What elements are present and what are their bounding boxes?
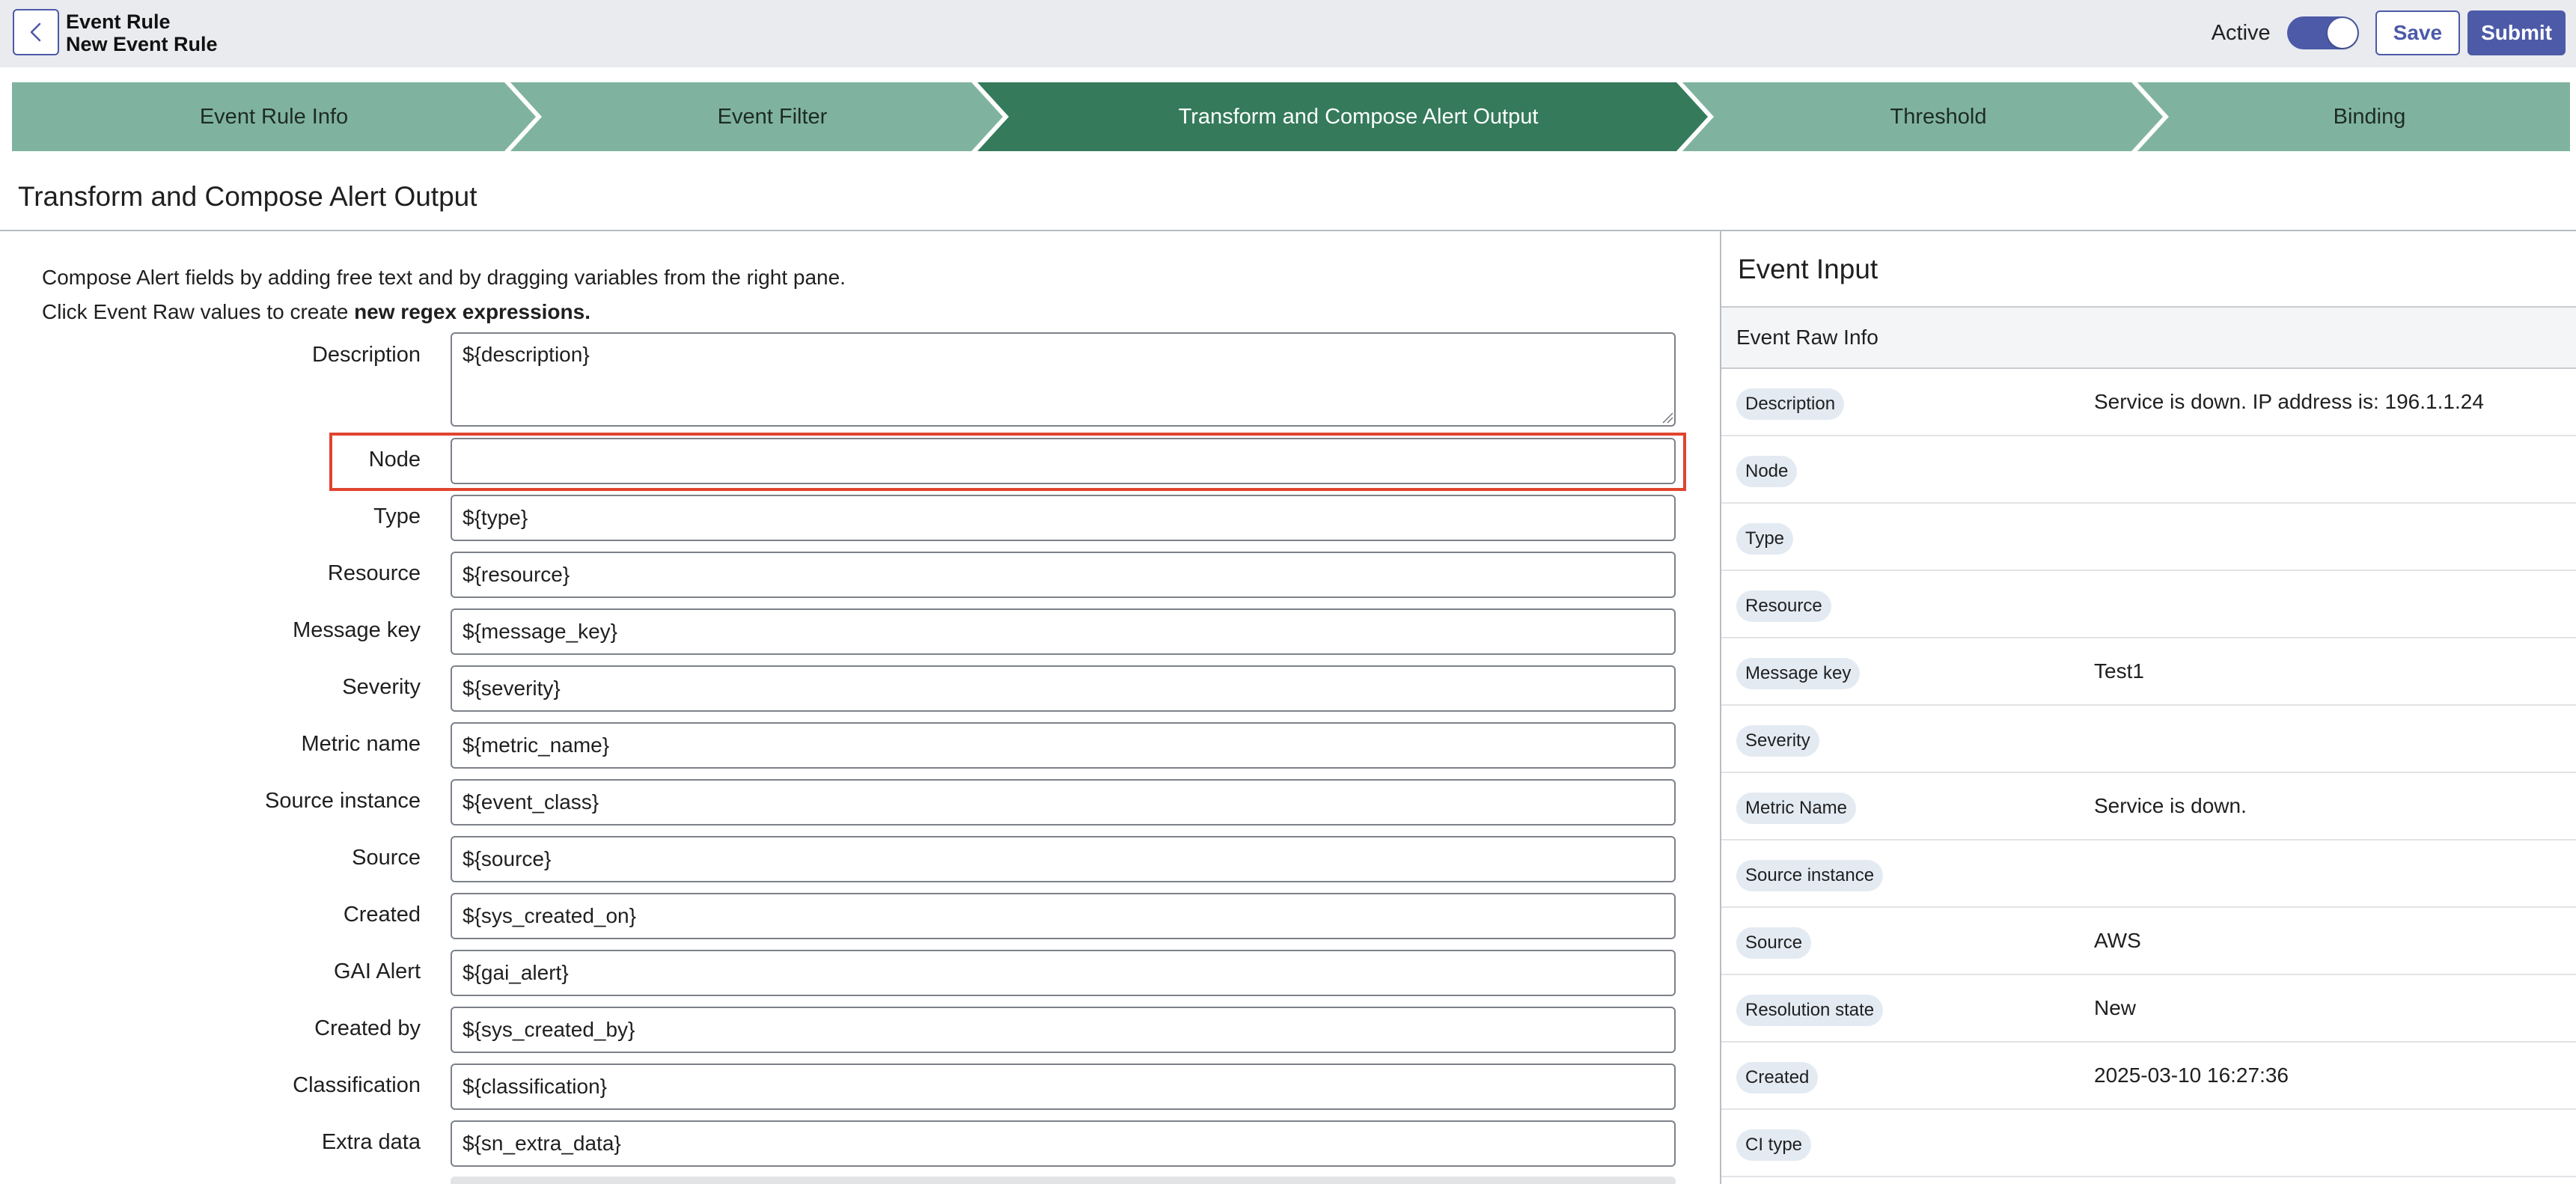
tab-transform-compose[interactable]: Transform and Compose Alert Output	[1178, 104, 1539, 129]
raw-row-type	[1721, 504, 2576, 571]
variable-chip-message-key[interactable]: Message key	[1736, 658, 1860, 689]
severity-label: Severity	[342, 675, 421, 699]
source-instance-label: Source instance	[265, 789, 421, 813]
raw-row-metric-name	[1721, 773, 2576, 840]
variable-chip-severity[interactable]: Severity	[1736, 725, 1819, 757]
severity-field[interactable]	[451, 665, 1676, 712]
resource-label: Resource	[327, 561, 421, 585]
raw-row-source-instance	[1721, 840, 2576, 908]
source-label: Source	[352, 846, 421, 870]
created-label: Created	[343, 903, 421, 927]
variable-chip-node[interactable]: Node	[1736, 456, 1797, 487]
save-button[interactable]: Save	[2375, 10, 2460, 55]
toggle-knob	[2328, 18, 2357, 48]
message-key-field[interactable]	[451, 608, 1676, 655]
section-title: Transform and Compose Alert Output	[18, 181, 477, 212]
event-input-pane	[1720, 231, 2576, 1184]
regex-link[interactable]: new regex expressions.	[354, 300, 590, 323]
raw-row-severity	[1721, 706, 2576, 773]
created-field[interactable]	[451, 893, 1676, 939]
raw-row-resolution-state	[1721, 975, 2576, 1043]
intro-text	[42, 260, 846, 329]
message-key-label: Message key	[293, 618, 421, 642]
type-field[interactable]	[451, 495, 1676, 541]
metric-name-field[interactable]	[451, 722, 1676, 769]
next-field-stub	[451, 1177, 1676, 1184]
tab-event-rule-info[interactable]: Event Rule Info	[199, 104, 349, 129]
submit-button[interactable]: Submit	[2467, 10, 2566, 55]
raw-value-resolution-state[interactable]: New	[2094, 996, 2137, 1019]
raw-value-description[interactable]: Service is down. IP address is: 196.1.1.24	[2094, 390, 2484, 413]
tab-threshold[interactable]: Threshold	[1890, 104, 1987, 129]
variable-chip-resource[interactable]: Resource	[1736, 591, 1831, 622]
raw-row-resource	[1721, 571, 2576, 638]
active-label: Active	[2211, 20, 2271, 45]
description-field[interactable]	[451, 332, 1676, 427]
raw-value-metric-name[interactable]: Service is down.	[2094, 794, 2247, 817]
node-label: Node	[368, 448, 421, 472]
header-bar	[0, 0, 2576, 67]
type-label: Type	[373, 504, 421, 528]
created-by-label: Created by	[314, 1016, 421, 1040]
description-label: Description	[311, 343, 421, 367]
variable-chip-description[interactable]: Description	[1736, 388, 1844, 420]
source-instance-field[interactable]	[451, 779, 1676, 826]
raw-row-node	[1721, 436, 2576, 504]
variable-chip-created[interactable]: Created	[1736, 1062, 1818, 1093]
metric-name-label: Metric name	[301, 732, 421, 756]
raw-row-source	[1721, 908, 2576, 975]
resize-grip-icon[interactable]	[1660, 410, 1673, 424]
raw-row-message-key	[1721, 638, 2576, 706]
intro-line-2-prefix: Click Event Raw values to create	[42, 300, 355, 323]
header-titles	[66, 10, 218, 55]
back-button[interactable]	[13, 9, 59, 55]
variable-chip-resolution-state[interactable]: Resolution state	[1736, 995, 1883, 1026]
raw-value-source[interactable]: AWS	[2094, 929, 2141, 952]
tab-binding[interactable]: Binding	[2333, 104, 2406, 129]
resource-field[interactable]	[451, 552, 1676, 598]
classification-field[interactable]	[451, 1064, 1676, 1110]
created-by-field[interactable]	[451, 1007, 1676, 1053]
page-subtitle: New Event Rule	[66, 33, 218, 55]
node-field[interactable]	[451, 438, 1676, 484]
raw-value-created[interactable]: 2025-03-10 16:27:36	[2094, 1064, 2289, 1087]
variable-chip-source[interactable]: Source	[1736, 927, 1811, 959]
event-input-title: Event Input	[1738, 254, 1878, 284]
header-actions	[2212, 10, 2566, 55]
page-title: Event Rule	[66, 10, 171, 33]
extra-data-label: Extra data	[321, 1130, 421, 1154]
variable-chip-type[interactable]: Type	[1736, 523, 1793, 555]
intro-line-1: Compose Alert fields by adding free text and by dragging variables from the right pane.	[42, 266, 846, 289]
chevron-left-icon	[27, 22, 45, 43]
variable-chip-source-instance[interactable]: Source instance	[1736, 860, 1883, 891]
variable-chip-ci-type[interactable]: CI type	[1736, 1129, 1811, 1161]
source-field[interactable]	[451, 836, 1676, 882]
raw-row-ci-type	[1721, 1110, 2576, 1177]
extra-data-field[interactable]	[451, 1120, 1676, 1167]
raw-value-message-key[interactable]: Test1	[2094, 659, 2144, 683]
raw-row-created	[1721, 1043, 2576, 1110]
gai-alert-field[interactable]	[451, 950, 1676, 996]
variable-chip-metric-name[interactable]: Metric Name	[1736, 793, 1856, 824]
intro-line-2	[42, 295, 846, 329]
active-toggle[interactable]	[2287, 16, 2359, 49]
classification-label: Classification	[293, 1073, 421, 1097]
tab-event-filter[interactable]: Event Filter	[717, 104, 828, 129]
gai-alert-label: GAI Alert	[333, 959, 421, 983]
wizard-stepper	[12, 82, 2570, 151]
event-raw-info-header: Event Raw Info	[1721, 308, 2576, 367]
raw-row-description	[1721, 369, 2576, 436]
